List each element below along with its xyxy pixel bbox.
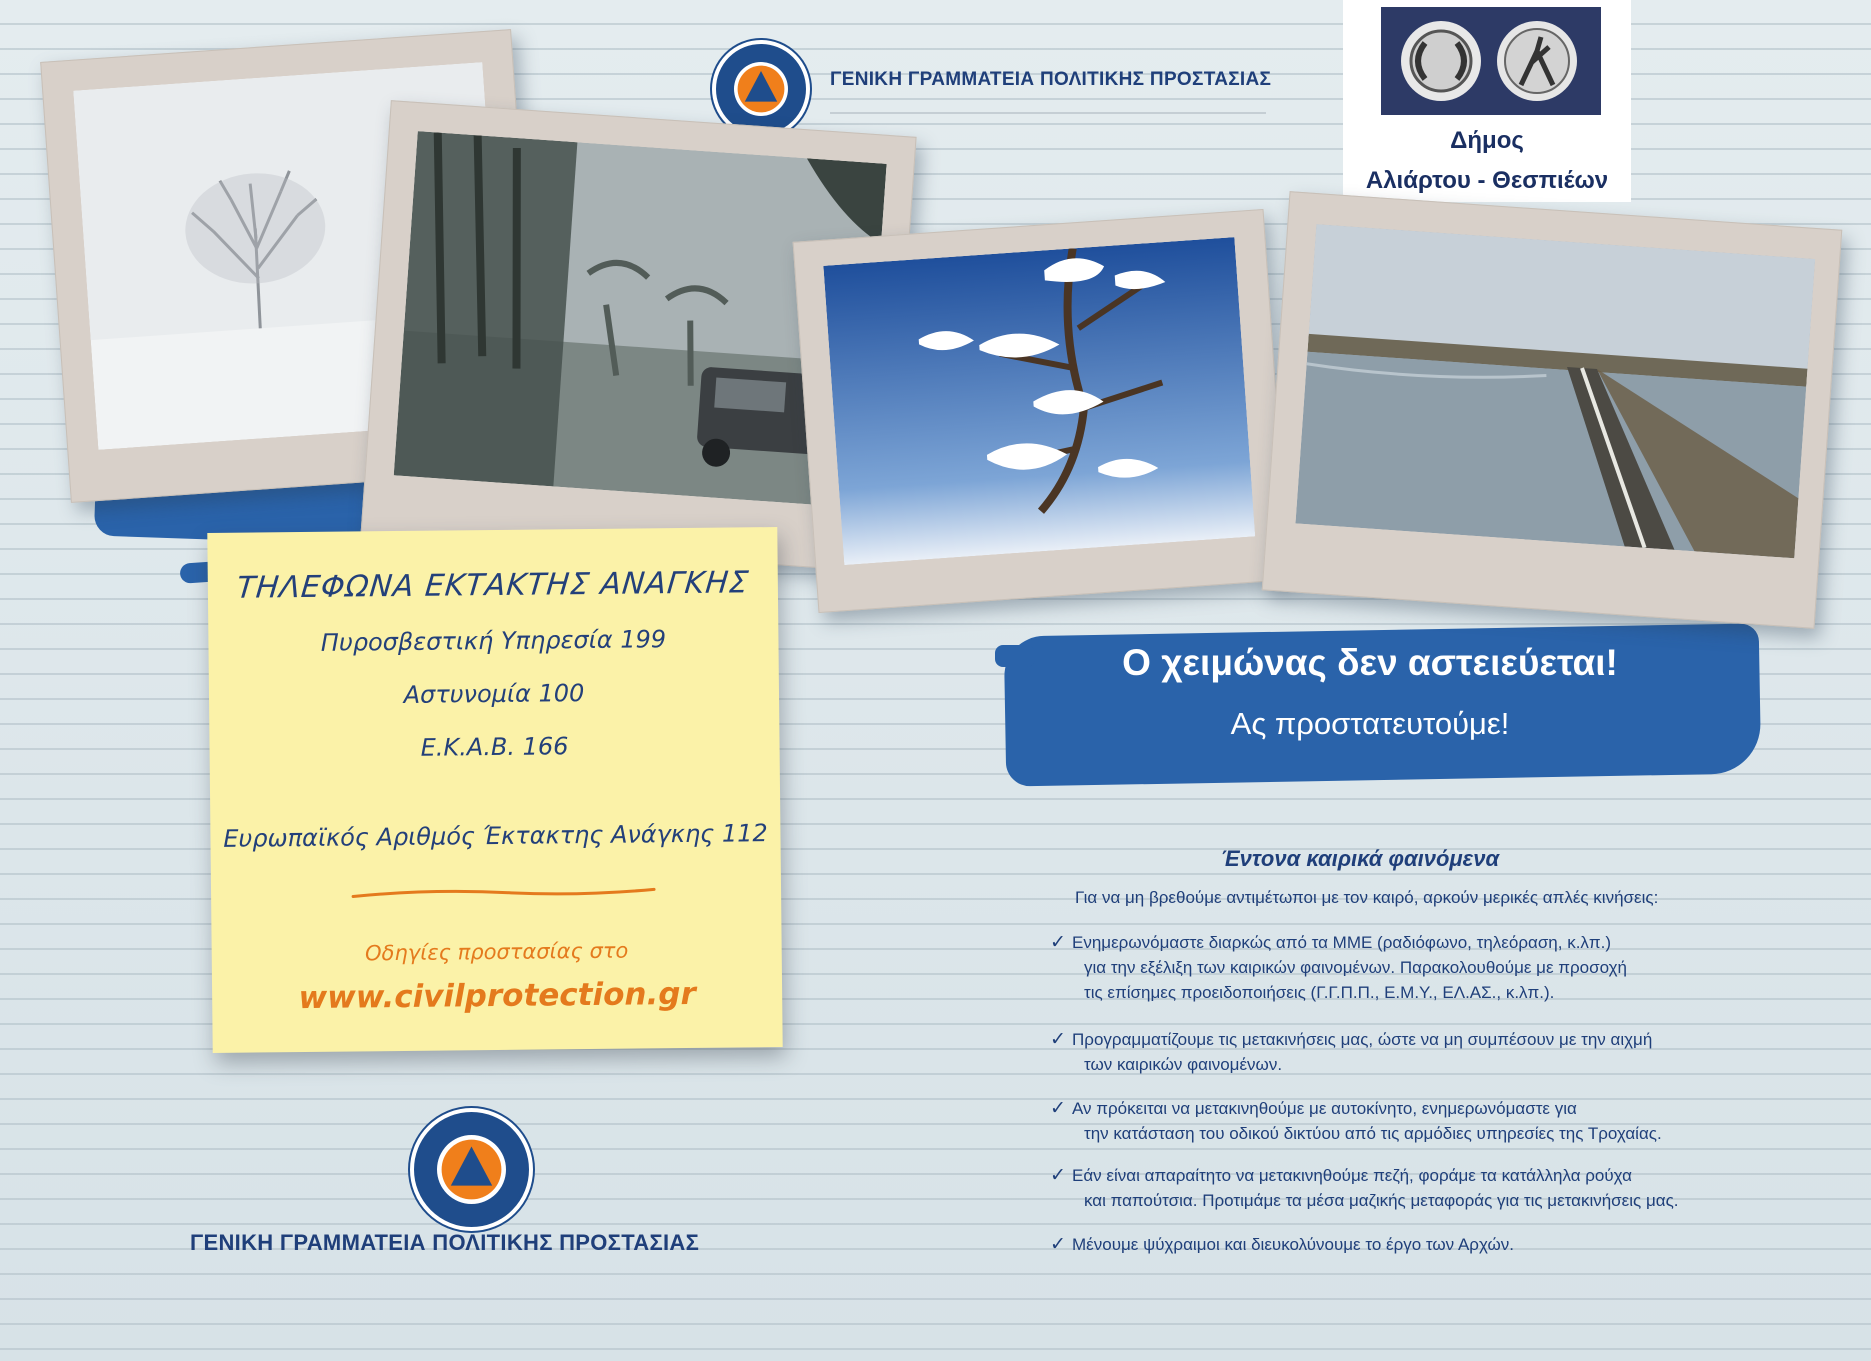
tips-intro: Για να μη βρεθούμε αντιμέτωποι με τον καιρό, αρκούν μερικές απλές κινήσεις: [1075, 888, 1659, 907]
emergency-phones-note [207, 527, 782, 1053]
tip-line: για την εξέλιξη των καιρικών φαινομένων. Παρακολουθούμε με προσοχή [1084, 958, 1627, 977]
checkmark-icon: ✓ [1050, 1098, 1066, 1119]
photo-snowy-branch [793, 209, 1290, 613]
tip-line: Μένουμε ψύχραιμοι και διευκολύνουμε το έργο των Αρχών. [1072, 1235, 1514, 1254]
tip-line: την κατάσταση του οδικού δικτύου από τις αρμόδιες υπηρεσίες της Τροχαίας. [1084, 1124, 1662, 1143]
tip-line: και παπούτσια. Προτιμάμε τα μέσα μαζικής μεταφοράς για τις μετακινήσεις μας. [1084, 1191, 1679, 1210]
fire-service-number: Πυροσβεστική Υπηρεσία 199 [320, 625, 667, 657]
slogan-main: Ο χειμώνας δεν αστειεύεται! [1122, 642, 1618, 683]
municipality-label: Δήμος [1450, 127, 1524, 154]
tip-line: τις επίσημες προειδοποιήσεις (Γ.Γ.Π.Π., Ε.Μ.Υ., ΕΛ.ΑΣ., κ.λπ.). [1084, 983, 1555, 1002]
photo-flooded-road [1262, 191, 1843, 629]
header-divider [830, 112, 1266, 114]
tip-line: των καιρικών φαινομένων. [1084, 1055, 1283, 1074]
tips-title: Έντονα καιρικά φαινόμενα [1220, 846, 1500, 871]
civil-protection-emblem-bottom [410, 1108, 533, 1231]
municipality-logo [1343, 0, 1631, 202]
checkmark-icon: ✓ [1050, 1234, 1066, 1255]
tip-line: Προγραμματίζουμε τις μετακινήσεις μας, ώστε να μη συμπέσουν με την αιχμή [1072, 1030, 1653, 1049]
ambulance-number: Ε.Κ.Α.Β. 166 [420, 732, 569, 762]
checkmark-icon: ✓ [1050, 1029, 1066, 1050]
checkmark-icon: ✓ [1050, 1165, 1066, 1186]
police-number: Αστυνομία 100 [403, 679, 585, 709]
european-emergency-number: Ευρωπαϊκός Αριθμός Έκτακτης Ανάγκης 112 [223, 819, 768, 853]
tip-line: Αν πρόκειται να μετακινηθούμε με αυτοκίνητο, ενημερωνόμαστε για [1072, 1099, 1577, 1118]
slogan-sub: Ας προστατευτούμε! [1230, 706, 1510, 741]
organization-title-top: ΓΕΝΙΚΗ ΓΡΑΜΜΑΤΕΙΑ ΠΟΛΙΤΙΚΗΣ ΠΡΟΣΤΑΣΙΑΣ [830, 69, 1272, 90]
municipality-name: Αλιάρτου - Θεσπιέων [1365, 167, 1609, 194]
checkmark-icon: ✓ [1050, 932, 1066, 953]
tip-line: Εάν είναι απαραίτητο να μετακινηθούμε πεζή, φοράμε τα κατάλληλα ρούχα [1072, 1166, 1632, 1185]
ancient-coins-icon [1381, 7, 1601, 115]
civil-protection-link[interactable]: www.civilprotection.gr [298, 975, 696, 1017]
instructions-label: Οδηγίες προστασίας στο [364, 938, 629, 966]
tip-line: Ενημερωνόμαστε διαρκώς από τα ΜΜΕ (ραδιόφωνο, τηλεόραση, κ.λπ.) [1072, 933, 1612, 952]
decorative-divider [351, 884, 656, 901]
emergency-title: ΤΗΛΕΦΩΝΑ ΕΚΤΑΚΤΗΣ ΑΝΑΓΚΗΣ [235, 565, 751, 606]
organization-title-bottom: ΓΕΝΙΚΗ ΓΡΑΜΜΑΤΕΙΑ ΠΟΛΙΤΙΚΗΣ ΠΡΟΣΤΑΣΙΑΣ [190, 1230, 700, 1255]
